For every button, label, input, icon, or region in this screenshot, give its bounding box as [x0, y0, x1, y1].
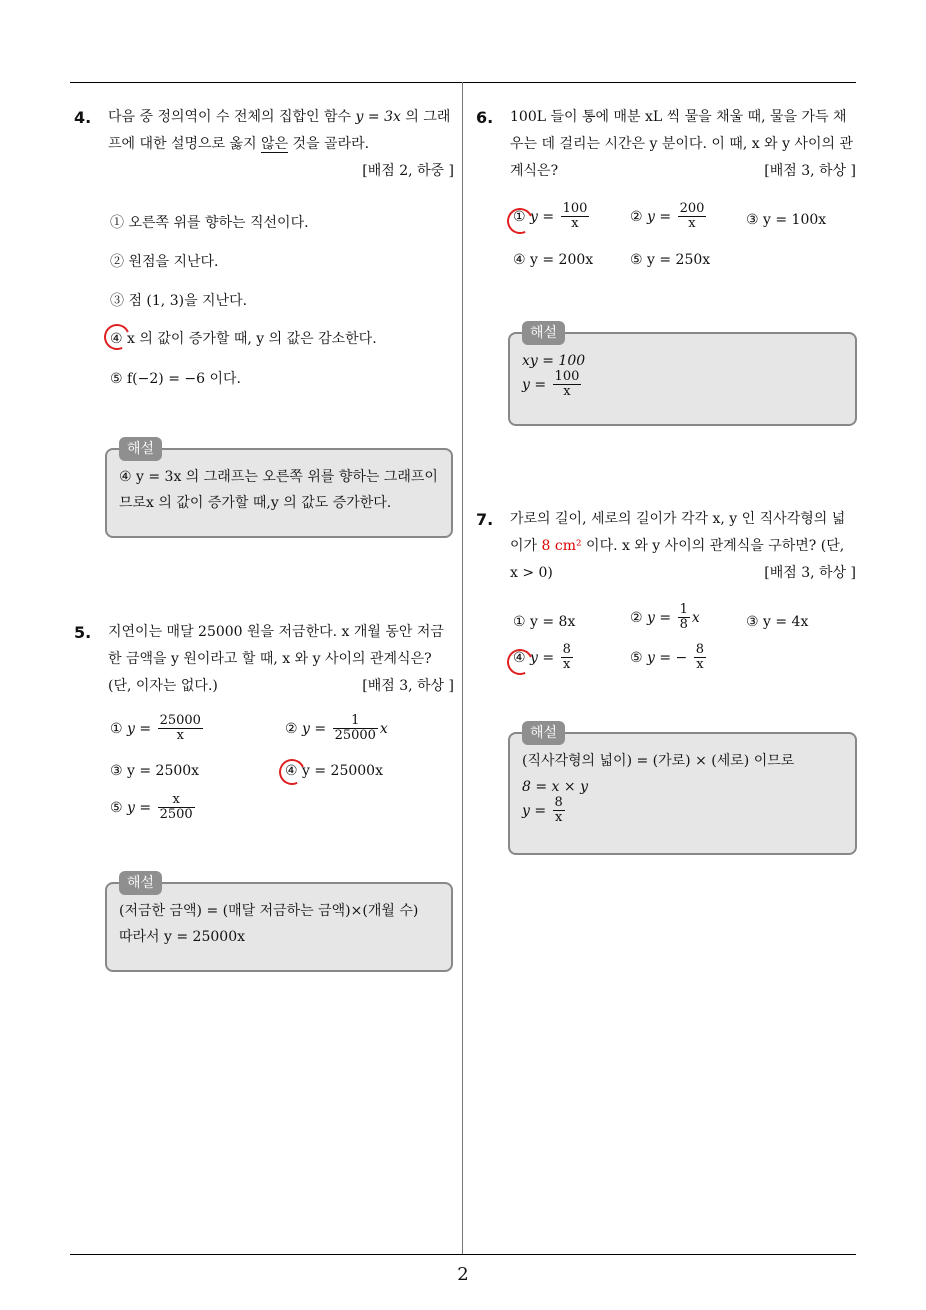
- fraction: $\frac{25000}{x}$: [159, 713, 201, 744]
- question-text: 지연이는 매달 25000 원을 저금한다. x 개월 동안 저금한 금액을 y 원이라고 할 때, x 와 y 사이의 관계식은?(단, 이자는 없다.): [108, 624, 444, 694]
- problem-4: [74, 104, 454, 185]
- problem-6: [476, 104, 856, 185]
- choice-3[interactable]: ③ y = 2500x: [110, 763, 200, 779]
- top-rule: [70, 82, 856, 83]
- problem-number: 7.: [476, 510, 494, 529]
- choice-1[interactable]: ① y = $\frac{100}{x}$: [513, 202, 591, 232]
- answer-circle-icon: [100, 320, 133, 353]
- solution-tag: 해설: [522, 721, 565, 745]
- problem-5: [74, 619, 454, 700]
- problem-number: 6.: [476, 108, 494, 127]
- choice-1[interactable]: ① 오른쪽 위를 향하는 직선이다.: [110, 215, 309, 231]
- solution-tag: 해설: [522, 321, 565, 345]
- equation: y = 3x: [355, 109, 401, 125]
- score-label: [배점 3, 하상 ]: [362, 678, 454, 694]
- score-label: [배점 3, 하상 ]: [764, 163, 856, 179]
- choice-3[interactable]: ③ y = 100x: [746, 212, 827, 228]
- choice-5[interactable]: ⑤ y = − $\frac{8}{x}$: [630, 642, 705, 673]
- question-text: 다음 중 정의역이 수 전체의 집합인 함수: [108, 109, 356, 125]
- area-value: 8 cm²: [541, 538, 582, 554]
- fraction: $\frac{8}{x}$: [695, 642, 705, 673]
- choice-4[interactable]: ④ y = 200x: [513, 252, 594, 268]
- solution-box: [105, 875, 453, 972]
- question-text: 의 그래프에 대한 설명으로 옳지: [108, 109, 451, 152]
- fraction: $\frac{200}{x}$: [679, 201, 705, 232]
- underlined-text: 않은: [261, 136, 289, 152]
- choice-4[interactable]: ④ y = 25000x: [285, 763, 383, 779]
- solution-text: xy = 100: [522, 353, 586, 369]
- choice-2[interactable]: ② y = $\frac{1}{8}$ x: [630, 602, 700, 633]
- choice-5[interactable]: ⑤ y = 250x: [630, 252, 711, 268]
- question-text: 100L 들이 통에 매분 xL 씩 물을 채울 때, 물을 가득 채우는 데 걸리는 시간은 y 분이다. 이 때, x 와 y 사이의 관계식은?: [510, 109, 853, 179]
- fraction: $\frac{100}{x}$: [562, 201, 588, 232]
- problem-number: 4.: [74, 108, 92, 127]
- fraction: $\frac{100}{x}$: [554, 369, 580, 400]
- choice-2[interactable]: ② y = $\frac{200}{x}$: [630, 201, 705, 232]
- choice-3[interactable]: ③ y = 4x: [746, 614, 809, 630]
- question-text: 가로의 길이, 세로의 길이가 각각 x, y 인 직사각형의 넓이가: [510, 511, 846, 554]
- problem-number: 5.: [74, 623, 92, 642]
- choice-4[interactable]: ④ x 의 값이 증가할 때, y 의 값은 감소한다.: [110, 328, 377, 348]
- solution-box: [508, 725, 857, 855]
- solution-text: y = $\frac{100}{x}$: [522, 369, 580, 400]
- choice-2[interactable]: ② y = $\frac{1}{25000}$ x: [285, 713, 388, 744]
- choice-4[interactable]: ④ y = $\frac{8}{x}$: [513, 643, 575, 673]
- choice-2[interactable]: ② 원점을 지난다.: [110, 254, 219, 270]
- fraction: $\frac{x}{2500}$: [159, 792, 193, 823]
- choice-1[interactable]: ① y = 8x: [513, 614, 576, 630]
- solution-box: [508, 325, 857, 426]
- solution-text: y = $\frac{8}{x}$: [522, 795, 563, 826]
- fraction: $\frac{1}{8}$: [679, 602, 688, 633]
- choice-1[interactable]: ① y = $\frac{25000}{x}$: [110, 713, 201, 744]
- answer-circle-icon: [275, 755, 308, 788]
- score-label: [배점 2, 하중 ]: [362, 163, 454, 179]
- solution-text: ④ y = 3x 의 그래프는 오른쪽 위를 향하는 그래프이므로x 의 값이 증가할 때,y 의 값도 증가한다.: [119, 469, 438, 511]
- solution-tag: 해설: [119, 871, 162, 895]
- solution-tag: 해설: [119, 437, 162, 461]
- score-label: [배점 3, 하상 ]: [764, 565, 856, 581]
- choice-3[interactable]: ③ 점 (1, 3)을 지난다.: [110, 293, 248, 309]
- solution-text: (직사각형의 넓이) = (가로) × (세로) 이므로: [522, 753, 795, 769]
- solution-text: 따라서 y = 25000x: [119, 929, 245, 945]
- fraction: $\frac{8}{x}$: [554, 795, 563, 826]
- choice-5[interactable]: ⑤ y = $\frac{x}{2500}$: [110, 792, 193, 823]
- fraction: $\frac{1}{25000}$: [334, 713, 376, 744]
- fraction: $\frac{8}{x}$: [562, 642, 571, 673]
- column-divider: [462, 82, 463, 1254]
- question-text: 이다. x 와 y 사이의 관계식을 구하면? (단, x > 0): [510, 538, 845, 581]
- page-number: 2: [457, 1264, 469, 1285]
- solution-box: [105, 441, 453, 538]
- question-text: 것을 골라라.: [288, 136, 370, 152]
- solution-text: (저금한 금액) = (매달 저금하는 금액)×(개월 수): [119, 903, 419, 919]
- bottom-rule: [70, 1254, 856, 1255]
- solution-text: 8 = x × y: [522, 779, 588, 795]
- problem-7: [476, 506, 856, 587]
- choice-5[interactable]: ⑤ f(−2) = −6 이다.: [110, 371, 241, 387]
